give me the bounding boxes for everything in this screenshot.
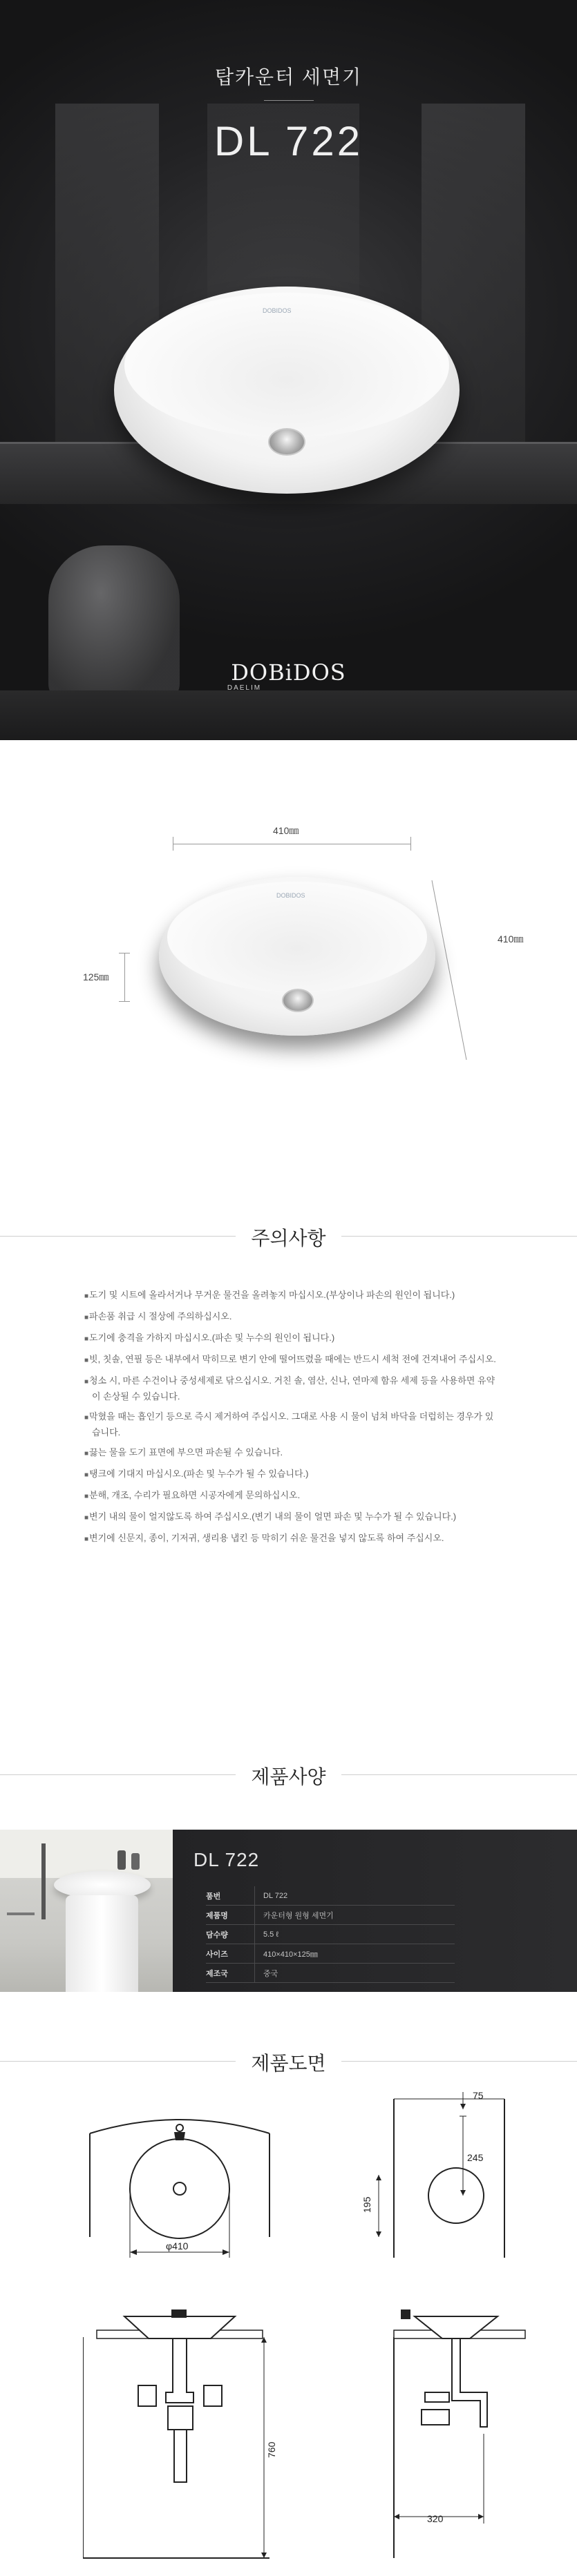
cautions-list xyxy=(84,1288,499,1552)
dim-height-label: 125㎜ xyxy=(83,971,109,982)
side-elevation-drawing xyxy=(346,2309,539,2565)
spec-model: DL 722 xyxy=(193,1849,260,1870)
spec-row xyxy=(206,1925,455,1944)
caution-item: ■ 파손품 취급 시 절상에 주의하십시오. xyxy=(84,1309,499,1325)
spec-key: 제조국 xyxy=(206,1964,255,1983)
basin-rim xyxy=(124,293,449,438)
brand-sub: DAELIM xyxy=(227,684,262,692)
towel-bar xyxy=(7,1912,35,1915)
basin-drain xyxy=(268,428,305,456)
photo-pedestal xyxy=(66,1895,138,1992)
side-plan-drawing xyxy=(346,2085,525,2272)
dim-195-label: 195 xyxy=(361,2196,372,2213)
caution-item: ■ 도기 및 시트에 올라서거나 무거운 물건을 올려놓지 마십시오.(부상이나 파손의 원인이 됩니다.) xyxy=(84,1288,499,1304)
dim-245-label: 245 xyxy=(467,2152,484,2163)
caution-item: ■ 분해, 개조, 수리가 필요하면 시공자에게 문의하십시오. xyxy=(84,1488,499,1504)
dim-320-label: 320 xyxy=(427,2513,444,2524)
valve-left xyxy=(138,2385,156,2406)
hero-banner xyxy=(0,0,577,740)
trap-pipe xyxy=(166,2338,193,2403)
hero-model: DL 722 xyxy=(214,118,363,164)
photo-basin xyxy=(54,1871,151,1899)
cautions-title: 주의사항 xyxy=(0,1223,577,1251)
spec-row xyxy=(206,1944,455,1964)
basin-drain xyxy=(282,989,314,1012)
hero-title-ko: 탑카운터 세면기 xyxy=(214,66,363,88)
spec-row xyxy=(206,1906,455,1925)
hero-basin-image xyxy=(114,287,460,494)
dim-tick xyxy=(410,837,411,851)
dim-760-label: 760 xyxy=(266,2441,277,2458)
floor xyxy=(0,690,577,740)
faucet-pipe xyxy=(41,1843,46,1919)
spec-value: 410×410×125㎜ xyxy=(255,1944,455,1964)
photo-bottle xyxy=(117,1850,126,1870)
title-rule xyxy=(264,100,314,101)
caution-item: ■ 변기에 신문지, 종이, 기저귀, 생리용 냅킨 등 막히기 쉬운 물건을 넣지 않도록 하여 주십시오. xyxy=(84,1531,499,1547)
drawing-title: 제품도면 xyxy=(0,2049,577,2076)
caution-item: ■ 탱크에 기대지 마십시오.(파손 및 누수가 될 수 있습니다.) xyxy=(84,1466,499,1482)
top-view-drawing xyxy=(83,2092,276,2272)
dim-depth-label: 410㎜ xyxy=(498,933,524,945)
basin-outline xyxy=(130,2139,229,2238)
photo-bottle xyxy=(131,1853,140,1870)
spec-value: 중국 xyxy=(255,1964,455,1983)
side-trap xyxy=(452,2338,487,2427)
spec-key: 제품명 xyxy=(206,1906,255,1925)
dim-tick xyxy=(119,1001,130,1002)
spec-title: 제품사양 xyxy=(0,1762,577,1790)
spec-key: 품번 xyxy=(206,1886,255,1906)
basin-logo-tag: DOBIDOS xyxy=(263,307,292,314)
spec-value: DL 722 xyxy=(255,1886,455,1906)
spec-value: 카운터형 원형 세면기 xyxy=(255,1906,455,1925)
side-basin-outline xyxy=(428,2168,484,2223)
caution-item: ■ 도기에 충격을 가하지 마십시오.(파손 및 누수의 원인이 됩니다.) xyxy=(84,1330,499,1346)
brand-logo xyxy=(0,659,577,692)
dim-width-label: 410㎜ xyxy=(273,825,299,836)
front-elevation-drawing xyxy=(83,2309,304,2565)
basin-logo-tag: DOBIDOS xyxy=(276,892,305,899)
front-faucet xyxy=(171,2309,187,2318)
dim-75-label: 75 xyxy=(473,2090,484,2101)
faucet-symbol xyxy=(174,2132,185,2140)
brand-name: DOBiDOS xyxy=(231,659,346,686)
spec-key: 사이즈 xyxy=(206,1944,255,1964)
caution-item: ■ 청소 시, 마른 수건이나 중성세제로 닦으십시오. 거친 솔, 염산, 신나, 연마제 함유 세제 등을 사용하면 유약이 손상될 수 있습니다. xyxy=(84,1373,499,1404)
valve-right xyxy=(204,2385,222,2406)
dimension-basin-image xyxy=(159,877,435,1036)
caution-item: ■ 빗, 칫솔, 연필 등은 내부에서 막히므로 변기 안에 떨어뜨렸을 때에는 반드시 세척 전에 건져내어 주십시오. xyxy=(84,1352,499,1368)
side-faucet xyxy=(401,2309,410,2319)
caution-item: ■ 끓는 물을 도기 표면에 부으면 파손될 수 있습니다. xyxy=(84,1445,499,1461)
dim-height-line xyxy=(124,953,125,1001)
caution-item: ■ 변기 내의 물이 얼지않도록 하여 주십시오.(변기 내의 물이 얼면 파손 및 누수가 될 수 있습니다.) xyxy=(84,1509,499,1525)
spec-value: 5.5 ℓ xyxy=(255,1925,455,1944)
spec-key: 담수량 xyxy=(206,1925,255,1944)
spec-row xyxy=(206,1886,455,1906)
caution-item: ■ 막혔을 때는 흡인기 등으로 즉시 제거하여 주십시오. 그대로 사용 시 물이 넘쳐 바닥을 더럽히는 경우가 있습니다. xyxy=(84,1409,499,1440)
spec-panel xyxy=(173,1830,577,1992)
spec-product-photo xyxy=(0,1830,173,1992)
dim-410-label: φ410 xyxy=(166,2240,189,2251)
spec-table xyxy=(206,1886,455,1983)
drain-outline xyxy=(173,2182,186,2195)
side-valve xyxy=(422,2410,449,2425)
spec-row xyxy=(206,1964,455,1983)
